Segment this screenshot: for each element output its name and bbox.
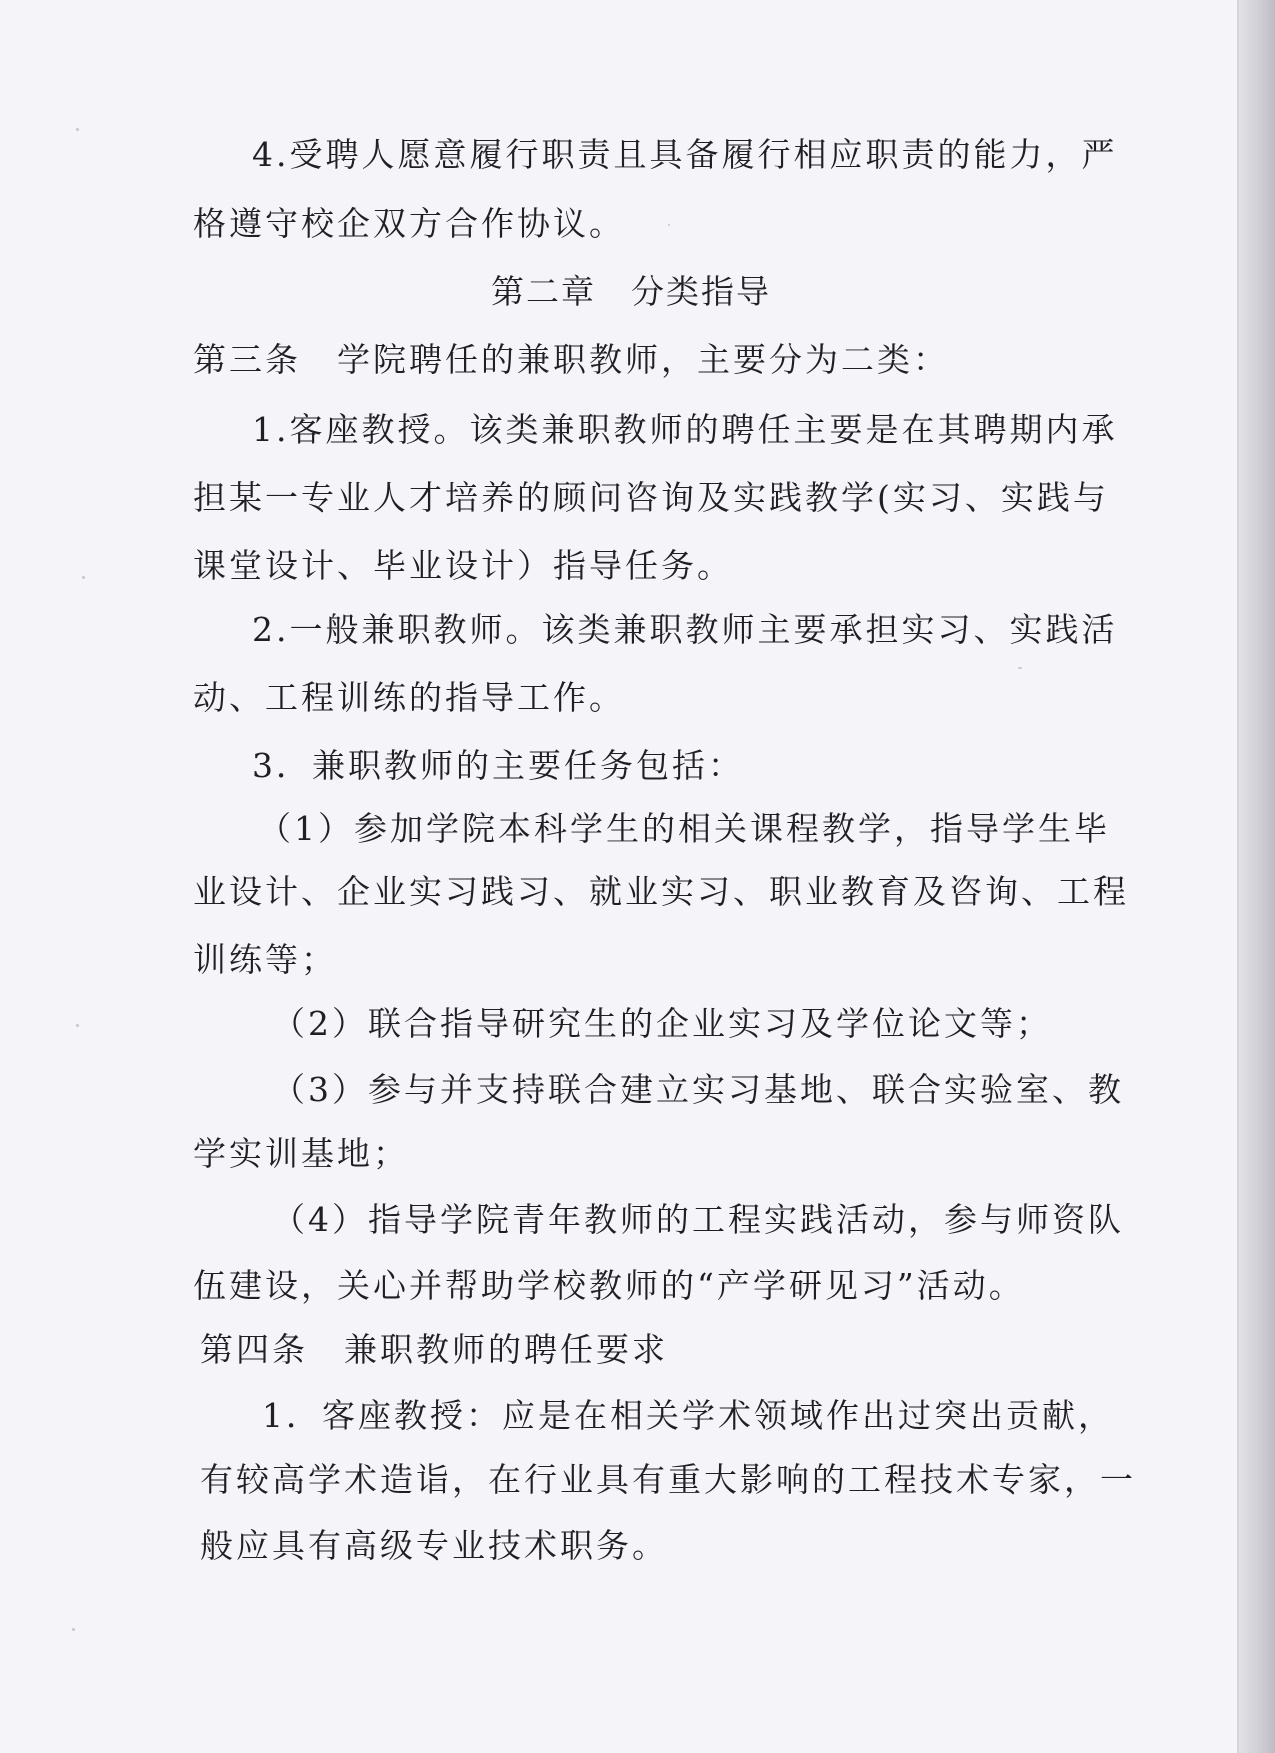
text-line: 业设计、企业实习践习、就业实习、职业教育及咨询、工程 [193, 872, 1129, 911]
text-line: 学实训基地； [193, 1134, 409, 1173]
text-line: 有较高学术造诣，在行业具有重大影响的工程技术专家，一 [200, 1460, 1136, 1499]
text-line: （3）参与并支持联合建立实习基地、联合实验室、教 [272, 1070, 1124, 1109]
text-line: 课堂设计、毕业设计）指导任务。 [193, 546, 733, 585]
article-heading: 第三条 学院聘任的兼职教师，主要分为二类： [193, 340, 949, 379]
text-line: 动、工程训练的指导工作。 [193, 678, 625, 717]
text-line: 1．客座教授：应是在相关学术领域作出过突出贡献， [262, 1396, 1114, 1435]
text-line: （4）指导学院青年教师的工程实践活动，参与师资队 [272, 1200, 1124, 1239]
scan-speck [668, 224, 670, 226]
scan-edge-shadow [1239, 0, 1275, 1753]
text-line: 训练等； [193, 940, 337, 979]
scan-speck [76, 128, 79, 131]
chapter-heading: 第二章 分类指导 [491, 272, 771, 311]
scan-speck [76, 1024, 79, 1027]
article-heading: 第四条 兼职教师的聘任要求 [200, 1330, 668, 1369]
text-line: 2.一般兼职教师。该类兼职教师主要承担实习、实践活 [252, 610, 1118, 649]
text-line: 担某一专业人才培养的顾问咨询及实践教学(实习、实践与 [193, 478, 1109, 517]
text-line: 3．兼职教师的主要任务包括： [252, 746, 744, 785]
text-line: 4.受聘人愿意履行职责且具备履行相应职责的能力，严 [252, 135, 1118, 174]
scan-speck [1018, 667, 1022, 669]
text-line: （1）参加学院本科学生的相关课程教学，指导学生毕 [258, 809, 1110, 848]
text-line: 1.客座教授。该类兼职教师的聘任主要是在其聘期内承 [252, 410, 1118, 449]
scan-speck [72, 1628, 75, 1631]
scan-speck [82, 576, 85, 579]
text-line: （2）联合指导研究生的企业实习及学位论文等； [272, 1004, 1052, 1043]
text-line: 伍建设，关心并帮助学校教师的“产学研见习”活动。 [193, 1266, 1025, 1305]
text-line: 般应具有高级专业技术职务。 [200, 1526, 668, 1565]
text-line: 格遵守校企双方合作协议。 [193, 204, 625, 243]
